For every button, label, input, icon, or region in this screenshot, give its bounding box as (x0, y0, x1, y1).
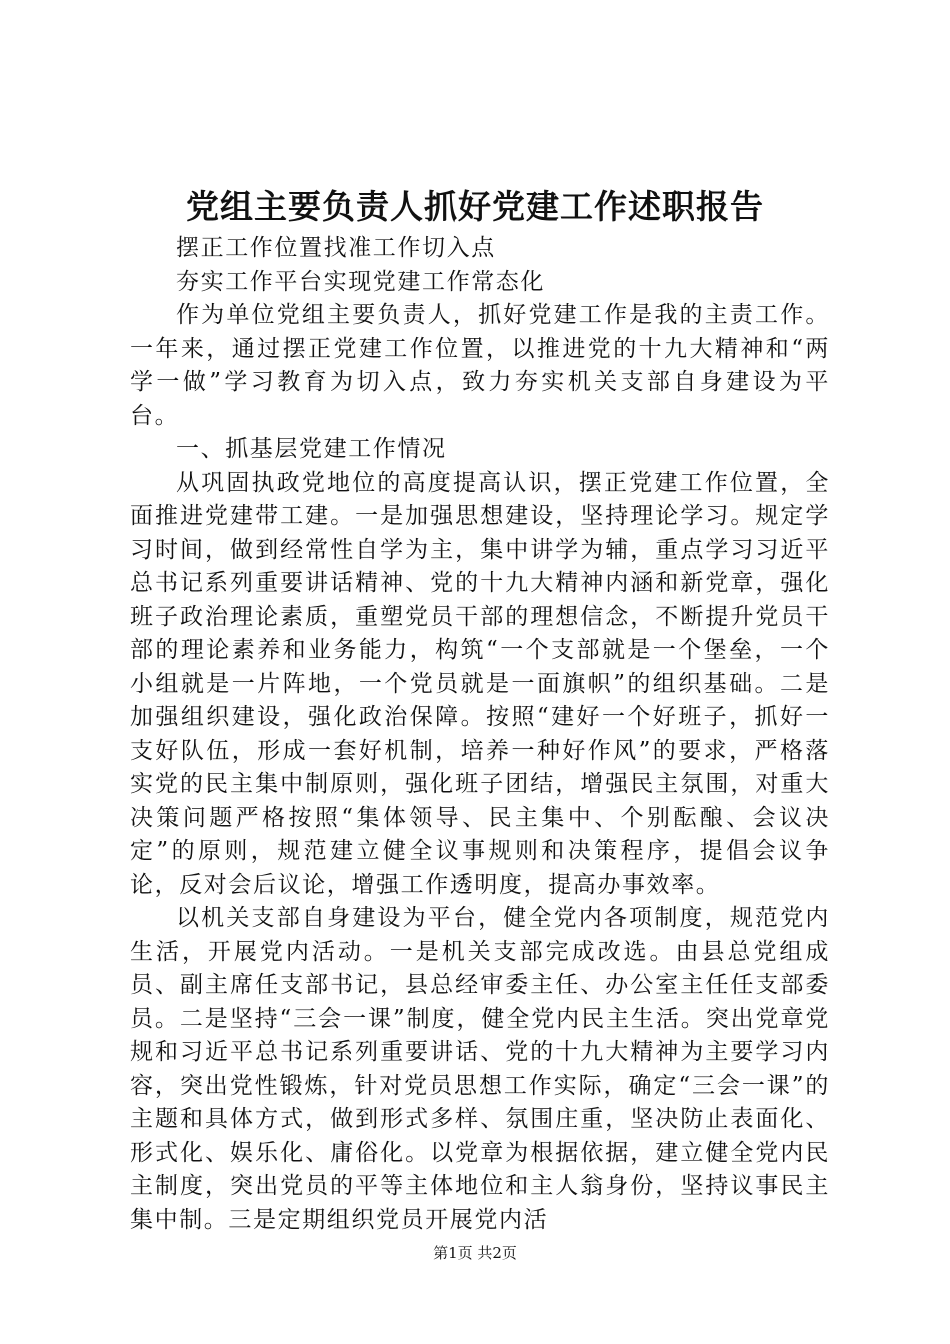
body-paragraph: 从巩固执政党地位的高度提高认识，摆正党建工作位置，全面推进党建带工建。一是加强思想建设，坚持理论学习。规定学习时间，做到经常性自学为主，集中讲学为辅，重点学习习近平总书记系列重要讲话精神、党的十九大精神内涵和新党章，强化班子政治理论素质，重塑党员干部的理想信念，不断提升党员干部的理论素养和业务能力，构筑“一个支部就是一个堡垒，一个小组就是一片阵地，一个党员就是一面旗帜”的组织基础。二是加强组织建设，强化政治保障。按照“建好一个好班子，抓好一支好队伍，形成一套好机制，培养一种好作风”的要求，严格落实党的民主集中制原则，强化班子团结，增强民主氛围，对重大决策问题严格按照“集体领导、民主集中、个别酝酿、会议决定”的原则，规范建立健全议事规则和决策程序，提倡会议争论，反对会后议论，增强工作透明度，提高办事效率。 (130, 469, 830, 898)
document-body (130, 232, 830, 1237)
document-title: 党组主要负责人抓好党建工作述职报告 (186, 187, 764, 226)
body-paragraph: 以机关支部自身建设为平台，健全党内各项制度，规范党内生活，开展党内活动。一是机关支部完成改选。由县总党组成员、副主席任支部书记，县总经审委主任、办公室主任任支部委员。二是坚持“三会一课”制度，健全党内民主生活。突出党章党规和习近平总书记系列重要讲话、党的十九大精神为主要学习内容，突出党性锻炼，针对党员思想工作实际，确定“三会一课”的主题和具体方式，做到形式多样、氛围庄重，坚决防止表面化、形式化、娱乐化、庸俗化。以党章为根据依据，建立健全党内民主制度，突出党员的平等主体地位和主人翁身份，坚持议事民主集中制。三是定期组织党员开展党内活 (130, 905, 830, 1233)
subtitle-line-2: 夯实工作平台实现党建工作常态化 (176, 268, 545, 295)
section-heading: 一、抓基层党建工作情况 (176, 436, 447, 462)
subtitle-line-1: 摆正工作位置找准工作切入点 (176, 235, 496, 261)
intro-paragraph: 作为单位党组主要负责人，抓好党建工作是我的主责工作。一年来，通过摆正党建工作位置，以推进党的十九大精神和“两学一做”学习教育为切入点，致力夯实机关支部自身建设为平台。 (130, 302, 830, 429)
page-footer: 第1页 共2页 (433, 1244, 517, 1262)
